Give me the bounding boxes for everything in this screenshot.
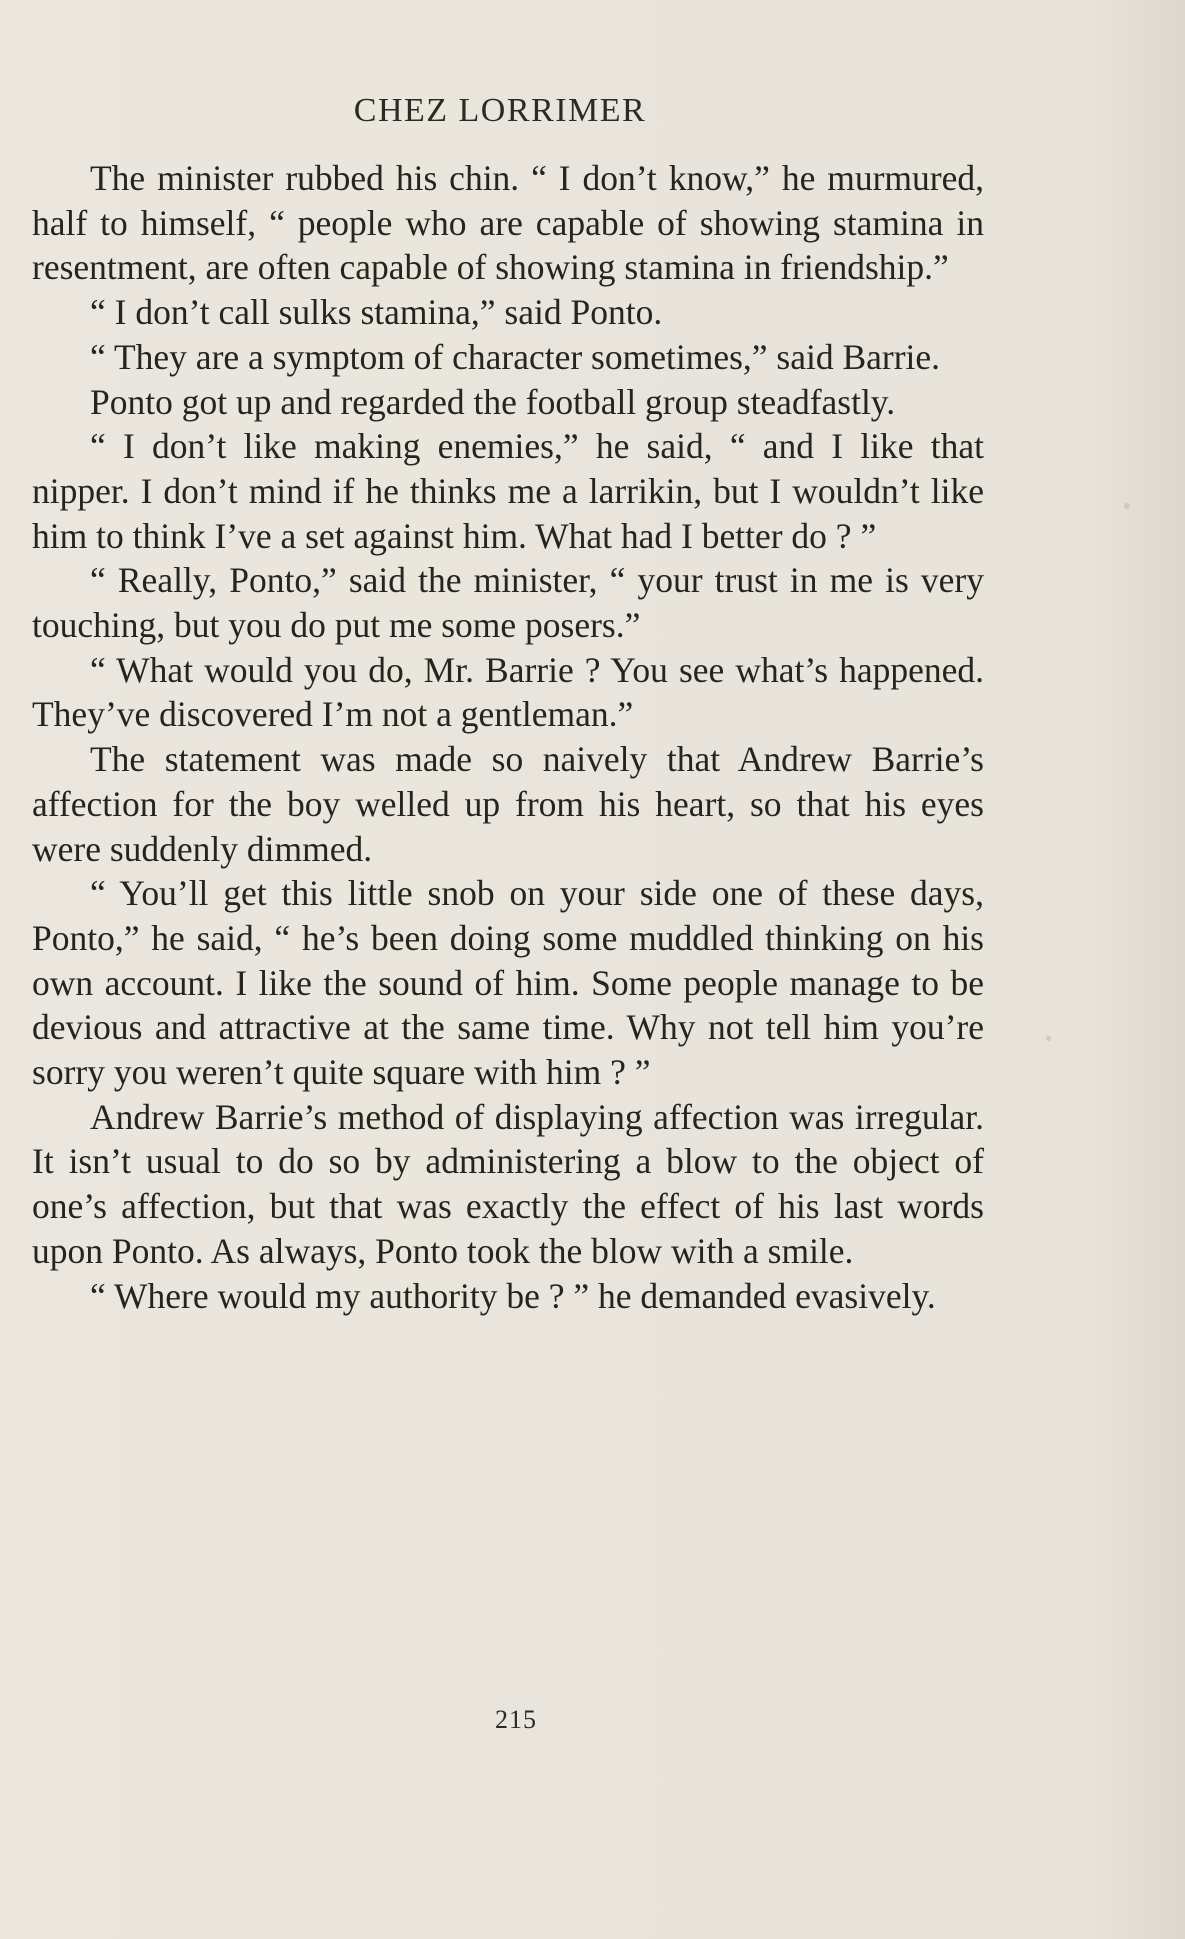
paragraph: “ Really, Ponto,” said the minister, “ your trust in me is very touching, but you do put me some posers.” [32, 560, 984, 646]
body-text [32, 156, 984, 1318]
paragraph: Andrew Barrie’s method of displaying affection was irregular. It isn’t usual to do so by administering a blow to the object of one’s affection, but that was exactly the effect of his last words upon Ponto. As always, Ponto took the blow with a smile. [32, 1096, 984, 1271]
paragraph: “ I don’t call sulks stamina,” said Ponto. [90, 292, 663, 333]
paragraph: The minister rubbed his chin. “ I don’t know,” he murmured, half to himself, “ people who are capable of showing stamina in resentment, are often capable of showing stamina in friendship.” [32, 158, 984, 288]
paper-speck [1046, 1036, 1051, 1041]
running-header: CHEZ LORRIMER [353, 92, 647, 129]
paragraph: “ I don’t like making enemies,” he said, “ and I like that nipper. I don’t mind if he thinks me a larrikin, but I wouldn’t like him to think I’ve a set against him. What had I better do ? ” [32, 426, 984, 556]
paragraph: “ They are a symptom of character sometimes,” said Barrie. [90, 336, 941, 377]
paragraph: “ Where would my authority be ? ” he demanded evasively. [90, 1275, 936, 1316]
paragraph: “ You’ll get this little snob on your side one of these days, Ponto,” he said, “ he’s been doing some muddled thinking on his own account. I like the sound of him. Some people manage to be devious and attractive at the same time. Why not tell him you’re sorry you weren’t quite square with him ? ” [32, 873, 984, 1093]
paragraph: Ponto got up and regarded the football group steadfastly. [90, 381, 896, 422]
paper-speck [1124, 503, 1130, 509]
page-number: 215 [495, 1705, 537, 1734]
paragraph: “ What would you do, Mr. Barrie ? You see what’s happened. They’ve discovered I’m not a gentleman.” [32, 649, 984, 735]
paragraph: The statement was made so naively that Andrew Barrie’s affection for the boy welled up from his heart, so that his eyes were suddenly dimmed. [32, 739, 984, 869]
